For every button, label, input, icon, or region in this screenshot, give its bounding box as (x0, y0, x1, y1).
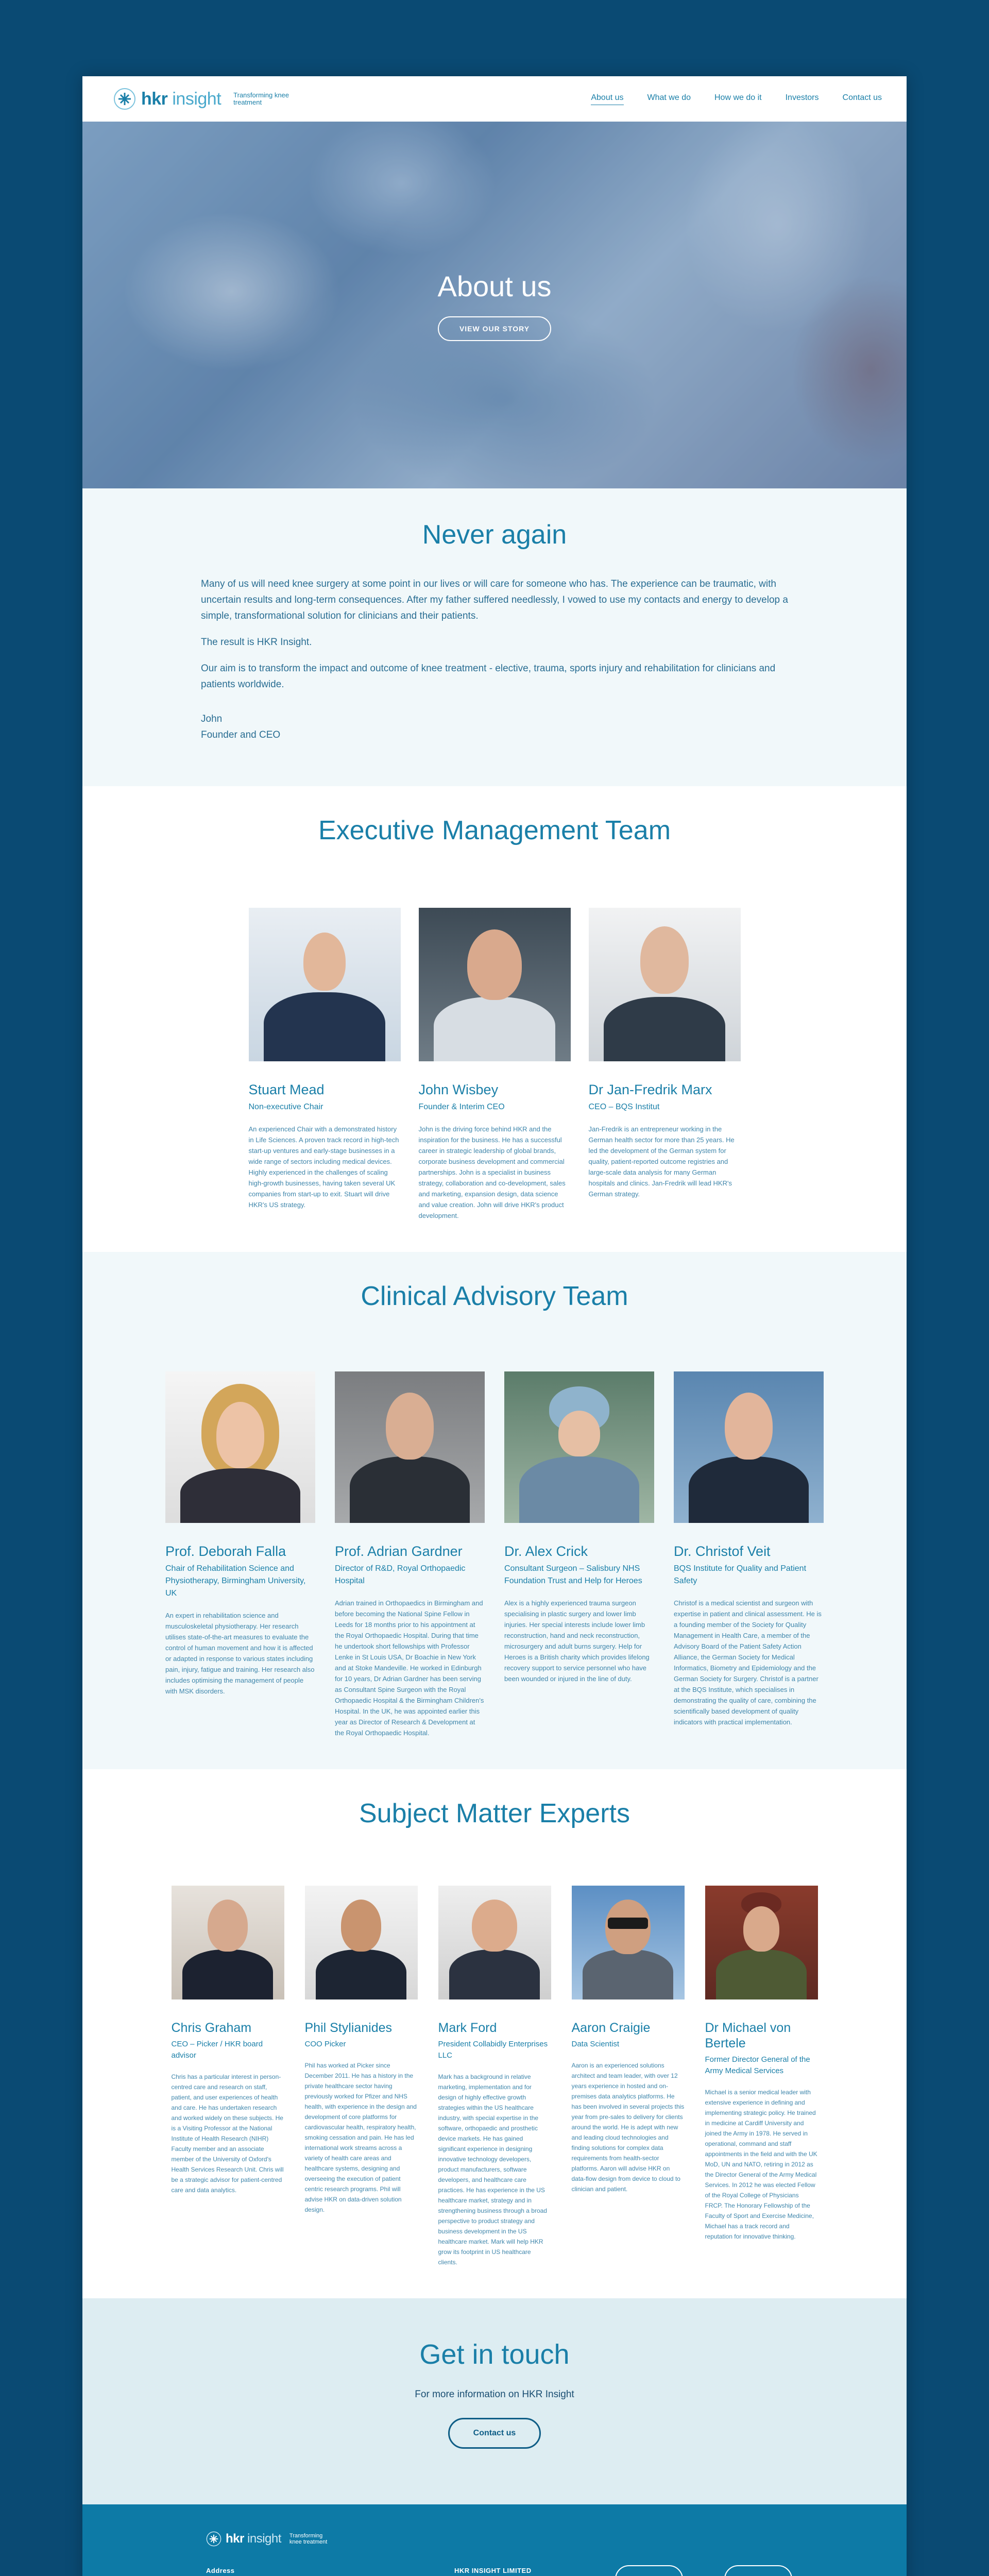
portrait-photo (165, 1371, 315, 1523)
member-role: CEO – Picker / HKR board advisor (171, 2040, 263, 2060)
member-name: Dr Jan-Fredrik Marx (588, 1082, 712, 1097)
portrait-photo (674, 1371, 824, 1523)
team-member-card (335, 1371, 485, 1738)
member-name: Aaron Craigie (571, 2021, 651, 2035)
member-name: Prof. Adrian Gardner (335, 1544, 463, 1559)
team-member-card (674, 1371, 824, 1738)
clinical-team-section (82, 1252, 907, 1769)
member-name: John Wisbey (418, 1082, 499, 1097)
member-bio: Michael is a senior medical leader with extensive experience in defining and implementing strategic policy. He trained in medicine at Cardiff University and joined the Army in 1978. He served in operational, command and staff appointments in the field and with the UK MoD, UN and NATO, retiring in 2012 as the Director General of the Army Medical Services. In 2012 he was elected Fellow of the Royal College of Physicians FRCP. The Honorary Fellowship of the Faculty of Sport and Exercise Medicine, Michael has a track record and reputation for innovative thinking. (705, 2089, 817, 2240)
member-name: Dr. Alex Crick (504, 1544, 588, 1559)
clinical-team-cards (82, 1371, 907, 1738)
member-bio: Christof is a medical scientist and surgeon with expertise in patient and clinical assessment. He is a founding member of the Society for Quality Management in Health Care, a member of the Advisory Board of the Patient Safety Action Alliance, the German Society for Medical Informatics, Biometry and Epidemiology and the German Society for Surgery. Christof is a partner at the BQS Institute, which specialises in demonstrating the quality of care, combining the scientifically based development of quality indicators with practical implementation. (674, 1599, 822, 1726)
executive-team-title: Executive Management Team (318, 816, 671, 845)
logo-mark-icon (206, 2531, 221, 2547)
footer-address (206, 2565, 361, 2576)
signature-name: John (201, 714, 223, 724)
portrait-photo (249, 908, 401, 1061)
member-name: Chris Graham (171, 2021, 252, 2035)
member-bio: John is the driving force behind HKR and the inspiration for the business. He has a successful career in strategic leadership of global brands, corporate business development and commercial partnerships. John is a specialist in business strategy, collaboration and co-development, sales and marketing, expansion design, data science and value creation. John will drive HKR's product development. (418, 1125, 566, 1219)
logo-tagline: Transforming knee treatment (233, 91, 289, 106)
contact-section (82, 2298, 907, 2504)
footer-logo[interactable] (206, 2531, 336, 2547)
member-bio: Jan-Fredrik is an entrepreneur working in the German health sector for more than 25 years. He led the development of the German system for quality, patient-reported outcome registries and large-scale data analysis for many German hospitals and clinics. Jan-Fredrik will lead HKR's German strategy. (588, 1125, 735, 1198)
main-nav (591, 93, 882, 105)
clinical-team-title: Clinical Advisory Team (361, 1281, 628, 1311)
site-footer (82, 2504, 907, 2576)
member-role: Consultant Surgeon – Salisbury NHS Foundation Trust and Help for Heroes (504, 1564, 642, 1585)
contact-title: Get in touch (419, 2339, 570, 2370)
member-role: CEO – BQS Institut (588, 1103, 660, 1111)
member-bio: Phil has worked at Picker since December 2011. He has a history in the private healthcare sector having previously worked for Pfizer and NHS health, with experience in the design and development of core platforms for cardiovascular health, respiratory health, smoking cessation and pain. He has led international work streams across a variety of health care areas and healthcare systems, designing and overseeing the execution of patient centric research programs. Phil will advise HKR on data-driven solution design. (304, 2062, 417, 2213)
team-member-card (589, 908, 741, 1221)
member-bio: Chris has a particular interest in person-centred care and research on staff, patient, and user experiences of health and care. He has undertaken research and worked widely on these subjects. He is a Visiting Professor at the National Institute of Health Research (NIHR) Faculty member and an associate member of the University of Oxford's Health Services Research Unit. Chris will be a strategic advisor for patient-centred care and data analytics. (171, 2073, 284, 2194)
site-header (82, 76, 907, 122)
signature-role: Founder and CEO (201, 730, 281, 740)
team-member-card (438, 1886, 551, 2267)
company-heading: HKR INSIGHT LIMITED (454, 2567, 532, 2574)
footer-logo-text: hkr insight (226, 2532, 281, 2546)
member-name: Mark Ford (438, 2021, 497, 2035)
address-heading: Address (206, 2567, 235, 2574)
nav-how-we-do-it[interactable]: How we do it (714, 93, 762, 102)
member-role: Former Director General of the Army Medical Services (705, 2055, 810, 2075)
portrait-photo (504, 1371, 654, 1523)
view-our-story-button[interactable]: VIEW OUR STORY (438, 316, 551, 341)
portrait-photo (419, 908, 571, 1061)
page (82, 76, 907, 2576)
member-role: COO Picker (304, 2040, 346, 2048)
member-bio: Alex is a highly experienced trauma surgeon specialising in plastic surgery and lower limb injuries. Her special interests include lower limb reconstruction, hand and neck reconstruction, microsurgery and adult burns surgery. Help for Heroes is a British charity which provides lifelong recovery support to service personnel who have been wounded or injured in the line of duty. (504, 1599, 650, 1683)
story-paragraph: The result is HKR Insight. (201, 637, 312, 648)
member-role: Director of R&D, Royal Orthopaedic Hospital (335, 1564, 466, 1585)
contact-us-button[interactable]: Contact us (448, 2418, 541, 2449)
member-bio: Mark has a background in relative marketing, implementation and for design of highly effective growth strategies within the US healthcare industry, with special expertise in the software, orthopaedic and prosthetic device markets. He has gained significant experience in designing innovative technology developers, product manufacturers, software developers, and healthcare care practices. He has experience in the US healthcare market, strategy and in strengthening business through a broad perspective to product strategy and business development in the US healthcare market. Mark will help HKR grow its footprint in US healthcare clients. (438, 2073, 547, 2266)
team-member-card (172, 1886, 284, 2267)
story-paragraph: Many of us will need knee surgery at some point in our lives or will care for someone who has. The experience can be traumatic, with uncertain results and long-term consequences. After my father suffered needlessly, I vowed to use my contacts and energy to develop a simple, transformational solution for clinicians and their patients. (201, 579, 788, 621)
member-role: President Collabidly Enterprises LLC (438, 2040, 548, 2060)
signature (201, 711, 788, 743)
logo-mark-icon (113, 88, 136, 110)
team-member-card (419, 908, 571, 1221)
story-paragraph: Our aim is to transform the impact and outcome of knee treatment - elective, trauma, sports injury and rehabilitation for clinicians and patients worldwide. (201, 663, 776, 690)
team-member-card (249, 908, 401, 1221)
member-bio: An experienced Chair with a demonstrated history in Life Sciences. A proven track record in high-tech start-up ventures and early-stage businesses in a wide range of sectors including medical devices. Highly experienced in the challenges of scaling high-growth businesses, having taken several UK companies from start-up to exit. Stuart will drive HKR's US strategy. (248, 1125, 399, 1209)
nav-investors[interactable]: Investors (785, 93, 819, 102)
team-member-card (504, 1371, 654, 1738)
member-name: Stuart Mead (248, 1082, 325, 1097)
team-member-card (572, 1886, 685, 2267)
executive-team-section (82, 786, 907, 1252)
experts-section (82, 1769, 907, 2298)
portrait-photo (305, 1886, 418, 1999)
story-title: Never again (422, 520, 567, 550)
member-bio: An expert in rehabilitation science and musculoskeletal physiotherapy. Her research utilises state-of-the-art measures to evaluate the control of human movement and how it is affected or adapted in response to various states including pain, injury, fatigue and training. Her research also includes optimising the management of people with MSK disorders. (165, 1612, 315, 1695)
member-role: Chair of Rehabilitation Science and Physiotherapy, Birmingham University, UK (165, 1564, 306, 1598)
portrait-photo (438, 1886, 551, 1999)
member-name: Prof. Deborah Falla (165, 1544, 286, 1559)
story-body (201, 576, 788, 743)
nav-contact-us[interactable]: Contact us (842, 93, 882, 102)
member-name: Dr. Christof Veit (674, 1544, 771, 1559)
portrait-photo (335, 1371, 485, 1523)
footer-tagline: Transforming knee treatment (289, 2533, 328, 2545)
experts-title: Subject Matter Experts (359, 1799, 630, 1828)
team-member-card (705, 1886, 818, 2267)
member-bio: Adrian trained in Orthopaedics in Birmingham and before becoming the National Spine Fellow in Leeds for 18 months prior to his appointment at the Royal Orthopaedic Hospital. During that time he undertook short fellowships with Professor Lenke in St Louis USA, Dr Boachie in New York and at Stoke Mandeville. He worked in Edinburgh for 10 years, Dr Adrian Gardner has been serving as Consultant Spine Surgeon with the Royal Orthopaedic Hospital & the Birmingham Children's Hospital. In the UK, he was appointed earlier this year as Director of Research & Development at the Royal Orthopaedic Hospital. (335, 1599, 484, 1737)
member-role: Founder & Interim CEO (418, 1103, 505, 1111)
story-section (82, 488, 907, 786)
footer-company (454, 2565, 557, 2576)
member-name: Dr Michael von Bertele (705, 2021, 791, 2050)
member-role: Data Scientist (571, 2040, 620, 2048)
brand-logo[interactable] (113, 88, 290, 110)
portrait-photo (589, 908, 741, 1061)
portrait-photo (705, 1886, 818, 1999)
executive-team-cards (82, 908, 907, 1221)
footer-email-button[interactable] (724, 2565, 792, 2576)
hero-title: About us (437, 269, 552, 302)
footer-contact-button[interactable] (615, 2565, 683, 2576)
team-member-card (305, 1886, 418, 2267)
member-name: Phil Stylianides (304, 2021, 393, 2035)
logo-text: hkr insight (141, 89, 221, 109)
portrait-photo (172, 1886, 284, 1999)
member-role: BQS Institute for Quality and Patient Safety (674, 1564, 807, 1585)
member-role: Non-executive Chair (248, 1103, 323, 1111)
portrait-photo (572, 1886, 685, 1999)
nav-what-we-do[interactable]: What we do (647, 93, 691, 102)
nav-about-us[interactable]: About us (591, 93, 623, 105)
experts-cards (82, 1886, 907, 2267)
member-bio: Aaron is an experienced solutions architect and team leader, with over 12 years experience in hosted and on-premises data analytics platforms. He has been involved in several projects this year from pre-sales to delivery for clients around the world. He is adept with new and leading cloud technologies and finding solutions for complex data requirements from health-sector platforms. Aaron will advise HKR on data-flow design from device to cloud to clinician and patient. (571, 2062, 685, 2193)
hero-banner (82, 122, 907, 488)
team-member-card (165, 1371, 315, 1738)
contact-subtitle: For more information on HKR Insight (415, 2389, 574, 2400)
